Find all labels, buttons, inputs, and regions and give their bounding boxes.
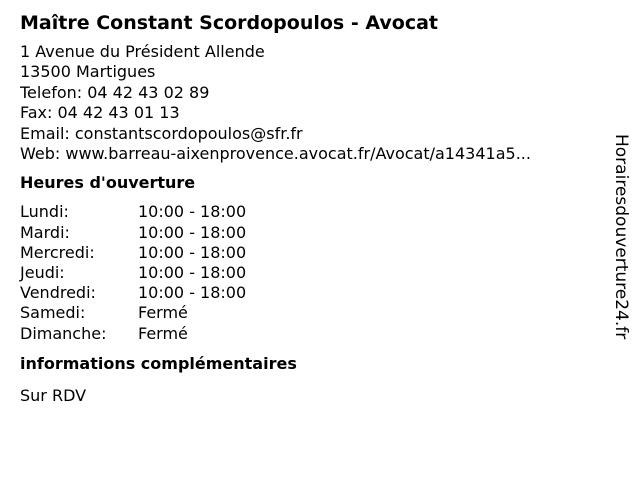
opening-hours-table	[20, 202, 600, 343]
time-value: 10:00 - 18:00	[138, 202, 247, 222]
time-value: 10:00 - 18:00	[138, 242, 247, 262]
time-value: 10:00 - 18:00	[138, 263, 247, 283]
address-line-street: 1 Avenue du Président Allende	[20, 42, 265, 61]
additional-info-text: Sur RDV	[20, 385, 87, 405]
page-title: Maître Constant Scordopoulos - Avocat	[20, 12, 438, 34]
hours-row-wednesday	[20, 243, 600, 263]
web-link[interactable]: Web: www.barreau-aixenprovence.avocat.fr/Avocat/a14341a5...	[20, 144, 531, 164]
day-label: Mardi:	[20, 222, 70, 242]
address-line-city: 13500 Martigues	[20, 62, 156, 82]
hours-row-tuesday	[20, 223, 600, 243]
opening-hours-heading: Heures d'ouverture	[20, 173, 196, 193]
business-card	[20, 10, 600, 406]
fax-line: Fax: 04 42 43 01 13	[20, 103, 180, 123]
hours-row-friday	[20, 283, 600, 303]
time-value: Fermé	[138, 323, 188, 343]
hours-row-saturday	[20, 303, 600, 323]
hours-row-monday	[20, 202, 600, 222]
day-label: Jeudi:	[20, 263, 65, 283]
day-label: Vendredi:	[20, 283, 96, 303]
time-value: 10:00 - 18:00	[138, 222, 247, 242]
hours-row-thursday	[20, 263, 600, 283]
phone-line: Telefon: 04 42 43 02 89	[20, 82, 210, 102]
time-value: Fermé	[138, 303, 188, 323]
day-label: Dimanche:	[20, 323, 107, 343]
day-label: Mercredi:	[20, 242, 95, 262]
email-line[interactable]: Email: constantscordopoulos@sfr.fr	[20, 123, 303, 143]
day-label: Lundi:	[20, 202, 69, 222]
hours-row-sunday	[20, 324, 600, 344]
additional-info-heading: informations complémentaires	[20, 353, 297, 373]
day-label: Samedi:	[20, 303, 86, 323]
time-value: 10:00 - 18:00	[138, 283, 247, 303]
contact-block	[20, 42, 600, 164]
site-watermark: Horairesdouverture24.fr	[611, 134, 631, 340]
